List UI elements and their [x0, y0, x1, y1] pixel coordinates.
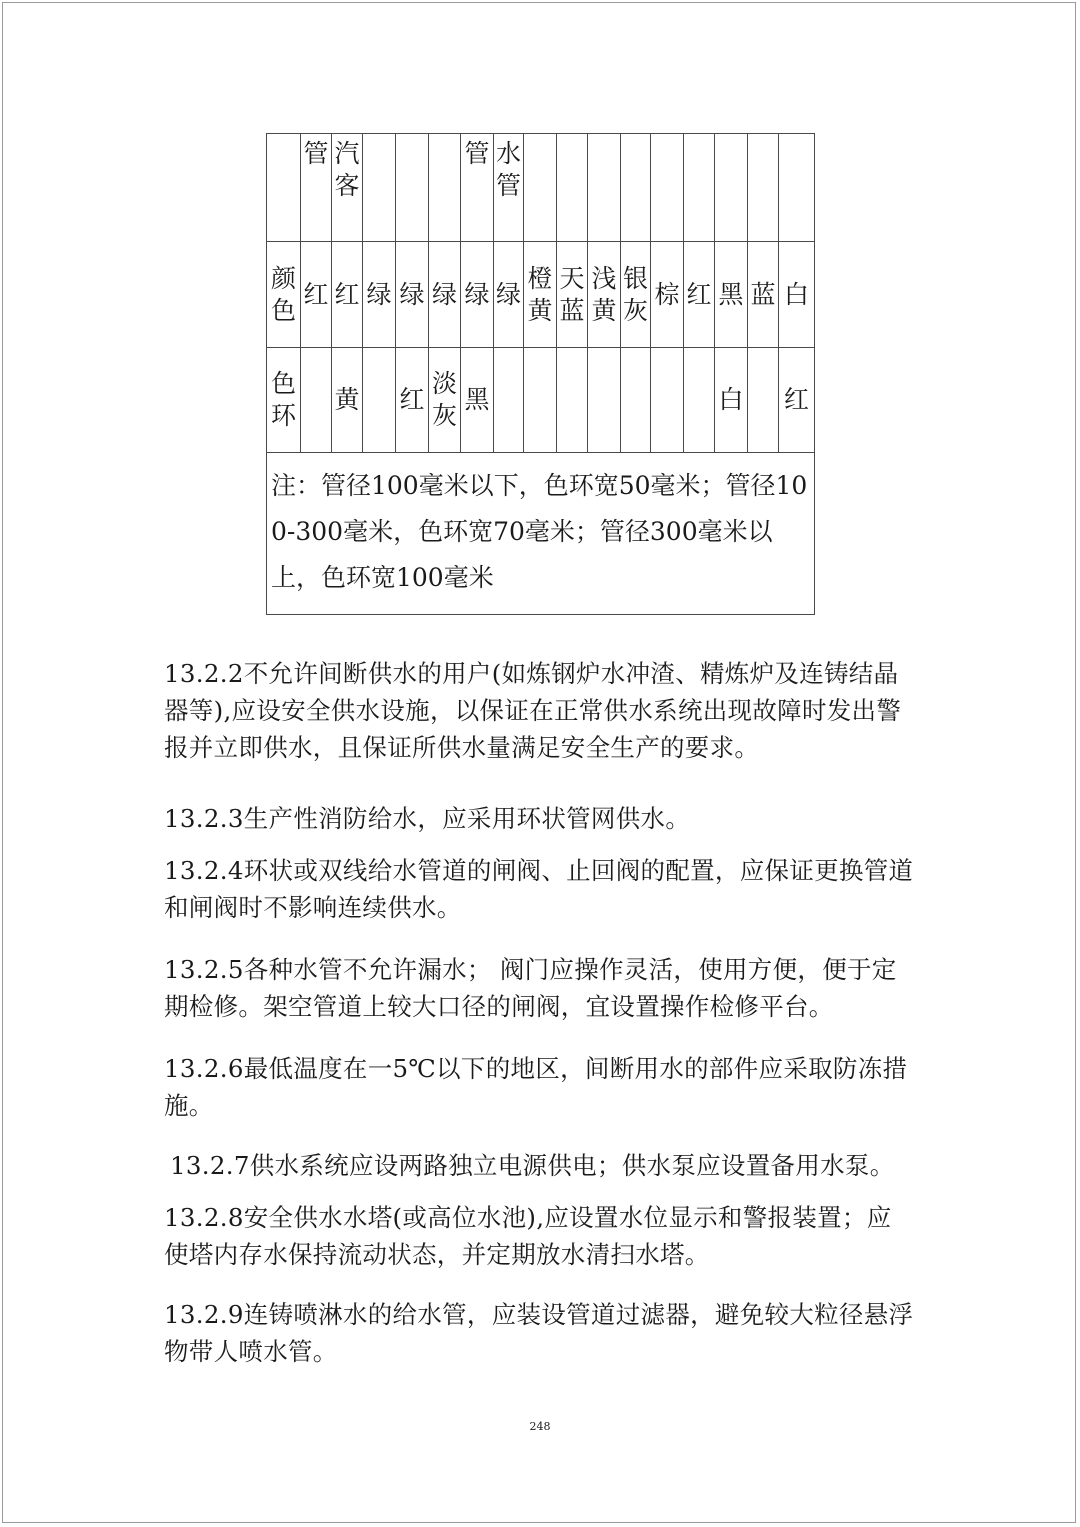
table-cell: 白 — [718, 385, 744, 414]
table-cell: 黑 — [464, 385, 490, 414]
clause-13-2-5: 13.2.5各种水管不允许漏水； 阀门应操作灵活，使用方便，便于定期检修。架空管道上较大口径的闸阀，宜设置操作检修平台。 — [164, 955, 897, 1021]
table-cell: 棕 — [654, 279, 680, 309]
page-number: 248 — [529, 1420, 551, 1433]
table-cell: 淡灰 — [431, 369, 457, 430]
table-cell: 管 — [464, 139, 490, 168]
table-cell: 绿 — [366, 279, 392, 309]
table-cell: 红 — [783, 385, 809, 414]
table-row-note — [267, 453, 815, 615]
table-cell: 白 — [783, 279, 809, 309]
table-cell: 红 — [686, 279, 712, 309]
table-cell: 绿 — [495, 279, 521, 309]
table-cell: 天蓝 — [559, 263, 585, 325]
table-cell: 水管 — [495, 139, 521, 200]
table-cell: 汽客 — [334, 139, 360, 200]
table-cell: 绿 — [431, 279, 457, 309]
table-cell: 黑 — [718, 279, 744, 309]
table-cell: 橙黄 — [527, 263, 553, 325]
clause-13-2-8: 13.2.8安全供水水塔(或高位水池),应设置水位显示和警报装置；应使塔内存水保持流动状态，并定期放水清扫水塔。 — [164, 1203, 892, 1269]
clause-13-2-4: 13.2.4环状或双线给水管道的闸阀、止回阀的配置，应保证更换管道和闸阀时不影响连续供水。 — [164, 856, 914, 922]
table-cell: 浅黄 — [591, 263, 617, 325]
table-note: 注：管径100毫米以下，色环宽50毫米；管径100-300毫米，色环宽70毫米；管径300毫米以上，色环宽100毫米 — [267, 453, 815, 615]
clause-13-2-2: 13.2.2不允许间断供水的用户(如炼钢炉水冲渣、精炼炉及连铸结晶器等),应设安全供水设施，以保证在正常供水系统出现故障时发出警报并立即供水，且保证所供水量满足安全生产的要求。 — [164, 659, 902, 762]
table-cell: 银灰 — [622, 263, 648, 325]
pipe-color-table — [266, 133, 815, 615]
clause-13-2-6: 13.2.6最低温度在一5℃以下的地区，间断用水的部件应采取防冻措施。 — [164, 1054, 908, 1120]
table-row-pipe-names — [267, 134, 815, 242]
table-row-header: 颜色 — [270, 263, 296, 325]
clause-13-2-3: 13.2.3生产性消防给水，应采用环状管网供水。 — [164, 804, 691, 833]
table-cell: 管 — [303, 139, 329, 168]
table-cell: 黄 — [334, 385, 360, 414]
clause-13-2-9: 13.2.9连铸喷淋水的给水管，应装设管道过滤器，避免较大粒径悬浮物带人喷水管。 — [164, 1300, 914, 1366]
table-cell: 红 — [303, 279, 329, 309]
table-row-color-rings — [267, 348, 815, 453]
table-row-header: 色环 — [270, 369, 296, 430]
table-cell: 绿 — [399, 279, 425, 309]
clause-13-2-7: 13.2.7供水系统应设两路独立电源供电；供水泵应设置备用水泵。 — [170, 1151, 895, 1180]
table-cell: 绿 — [464, 279, 490, 309]
table-row-colors — [267, 242, 815, 348]
table-cell: 蓝 — [750, 279, 776, 309]
table-cell: 红 — [334, 279, 360, 309]
table-cell: 红 — [399, 385, 425, 414]
